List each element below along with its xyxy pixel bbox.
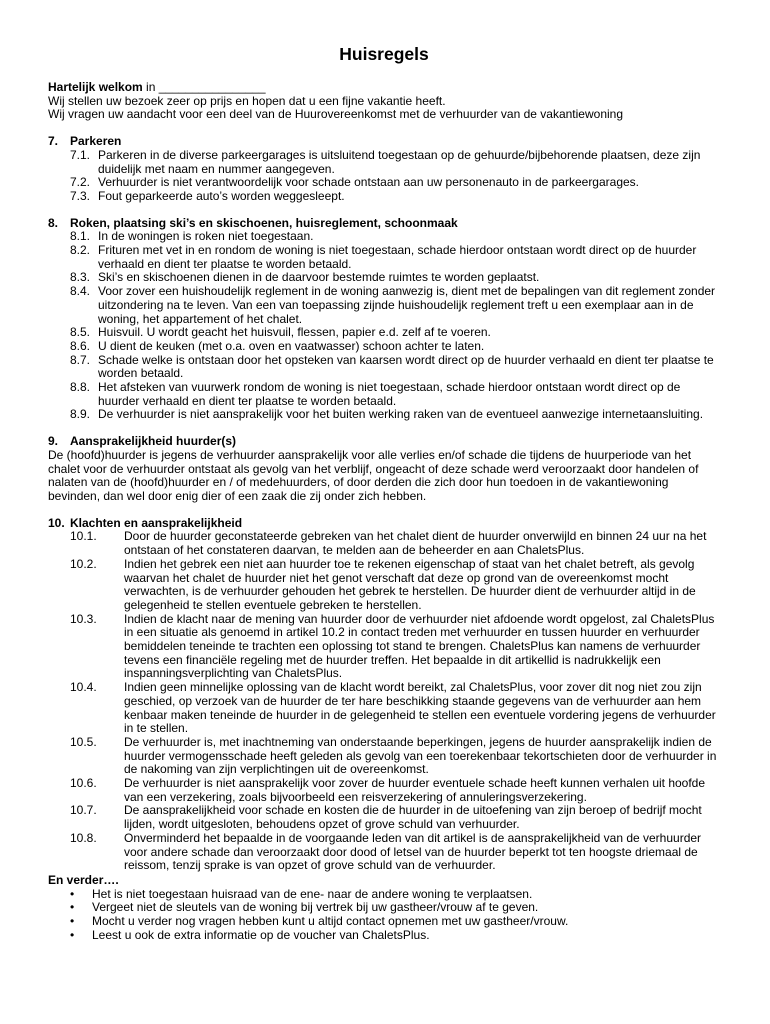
list-item <box>70 285 720 326</box>
bullet-text: Mocht u verder nog vragen hebben kunt u altijd contact opnemen met uw gastheer/vrouw. <box>92 914 569 929</box>
item-number: 7.2. <box>70 175 91 190</box>
bullet-icon: • <box>70 900 75 915</box>
section-9-heading <box>48 435 720 449</box>
item-text: U dient de keuken (met o.a. oven en vaatwasser) schoon achter te laten. <box>98 338 485 353</box>
list-item <box>70 804 720 831</box>
item-text: Door de huurder geconstateerde gebreken van het chalet dient de huurder onverwijld en binnen 24 uur na het ontstaan of het constateren daarvan, te melden aan de beheerder en aan ChaletsPlus. <box>124 529 707 558</box>
list-item <box>70 681 720 736</box>
item-text: Frituren met vet in en rondom de woning is niet toegestaan, schade hierdoor ontstaan wordt direct op de huurder verhaald en dient ter plaatse te worden betaald. <box>98 243 697 271</box>
list-item <box>70 149 720 176</box>
section-8-number: 8. <box>48 215 59 230</box>
welcome-bold: Hartelijk welkom <box>48 80 143 94</box>
section-7-number: 7. <box>48 134 59 149</box>
list-item <box>70 832 720 873</box>
bullet-item <box>70 915 720 929</box>
item-number: 7.1. <box>70 147 91 162</box>
item-number: 8.8. <box>70 380 91 395</box>
bullet-item <box>70 888 720 902</box>
intro-line-3: Wij vragen uw aandacht voor een deel van de Huurovereenkomst met de verhuurder van de vakantiewoning <box>48 107 624 122</box>
item-number: 8.5. <box>70 325 91 340</box>
intro-line-2: Wij stellen uw bezoek zeer op prijs en hopen dat u een fijne vakantie heeft. <box>48 93 446 108</box>
list-item <box>70 736 720 777</box>
list-item <box>70 271 720 285</box>
item-number: 8.7. <box>70 352 91 367</box>
list-item <box>70 408 720 422</box>
section-9-text: De (hoofd)huurder is jegens de verhuurder aansprakelijk voor alle verlies en/of schade die tijdens de huurperiode van het chalet voor de verhuurder ontstaat als gevolg van het verblijf, ongeacht of deze schade werd veroorzaakt door handelen of nalaten van de (hoofd)huurder en / of medehuurders, of door derden die zich door hun toedoen in de vakantiewoning bevinden, dan wel door enig dier of een zaak die zij onder zich hebben. <box>48 447 699 503</box>
section-8-title: Roken, plaatsing ski’s en skischoenen, huisreglement, schoonmaak <box>70 215 458 230</box>
section-10-title: Klachten en aansprakelijkheid <box>70 515 243 530</box>
list-item <box>70 354 720 381</box>
list-item <box>70 530 720 557</box>
section-7-title: Parkeren <box>70 134 122 149</box>
section-10-number: 10. <box>48 515 65 530</box>
item-text: Voor zover een huishoudelijk reglement in de woning aanwezig is, dient met de bepalingen van dit reglement zonder uitzondering na te leven. Van een van toepassing zijnde huishoudelijk reglement treft u een exemplaar aan in de woning, het appartement of het chalet. <box>98 284 716 326</box>
section-10-heading <box>48 517 720 531</box>
item-number: 8.2. <box>70 243 91 258</box>
item-text: In de woningen is roken niet toegestaan. <box>98 229 314 244</box>
item-number: 10.1. <box>70 529 97 544</box>
document-page <box>48 44 720 942</box>
item-number: 10.6. <box>70 776 97 791</box>
section-7-heading <box>48 135 720 149</box>
item-number: 8.4. <box>70 284 91 299</box>
item-number: 8.6. <box>70 338 91 353</box>
item-text: Huisvuil. U wordt geacht het huisvuil, flessen, papier e.d. zelf af te voeren. <box>98 325 491 340</box>
item-text: Ski’s en skischoenen dienen in de daarvoor bestemde ruimtes te worden geplaatst. <box>98 270 540 285</box>
item-number: 10.4. <box>70 680 97 695</box>
item-text: Indien geen minnelijke oplossing van de klacht wordt bereikt, zal ChaletsPlus, voor zover dit nog niet zou zijn geschied, op verzoek van de huurder de ter hare beschikking staande gegevens van de verhuurder aan hem kenbaar maken teneinde de huurder in de gelegenheid te stellen een eventuele vordering jegens de verhuurder in te stellen. <box>124 680 716 736</box>
item-text: Parkeren in de diverse parkeergarages is uitsluitend toegestaan op de gehuurde/bijbehorende plaatsen, deze zijn duidelijk met naam en nummer aangegeven. <box>98 147 701 176</box>
list-item <box>70 230 720 244</box>
bullet-text: Het is niet toegestaan huisraad van de ene- naar de andere woning te verplaatsen. <box>92 886 533 901</box>
list-item <box>70 777 720 804</box>
list-item <box>70 176 720 190</box>
list-item <box>70 244 720 271</box>
intro <box>48 81 720 122</box>
item-number: 10.8. <box>70 830 97 845</box>
bullet-icon: • <box>70 886 75 901</box>
item-number: 8.1. <box>70 229 91 244</box>
item-number: 8.3. <box>70 270 91 285</box>
item-number: 7.3. <box>70 188 91 203</box>
item-number: 10.3. <box>70 611 97 626</box>
bullet-icon: • <box>70 914 75 929</box>
list-item <box>70 381 720 408</box>
bullet-item <box>70 901 720 915</box>
item-text: De verhuurder is, met inachtneming van onderstaande beperkingen, jegens de huurder aansprakelijk indien de huurder vermogensschade heeft geleden als gevolg van een toerekenbaar tekortschieten door de verhuurder in de nakoming van zijn verplichtingen uit de overeenkomst. <box>124 734 717 777</box>
item-text: De verhuurder is niet aansprakelijk voor zover de huurder eventuele schade heeft kunnen verhalen uit hoofde van een verzekering, zoals bijvoorbeeld een reisverzekering of annuleringsverzekering. <box>124 776 706 804</box>
section-9-number: 9. <box>48 434 59 449</box>
list-item <box>70 558 720 613</box>
bullet-text: Leest u ook de extra informatie op de voucher van ChaletsPlus. <box>92 927 430 942</box>
item-text: Verhuurder is niet verantwoordelijk voor schade ontstaan aan uw personenauto in de parkeergarages. <box>98 175 640 190</box>
item-text: Fout geparkeerde auto’s worden weggesleept. <box>98 188 345 203</box>
page-title: Huisregels <box>339 44 429 64</box>
section-8-heading <box>48 217 720 231</box>
bullet-text: Vergeet niet de sleutels van de woning bij vertrek bij uw gastheer/vrouw af te geven. <box>92 900 539 915</box>
item-number: 10.2. <box>70 556 97 571</box>
item-text: Het afsteken van vuurwerk rondom de woning is niet toegestaan, schade hierdoor ontstaan wordt direct op de huurder verhaald en dient ter plaatse te worden betaald. <box>98 380 681 408</box>
item-number: 10.7. <box>70 803 97 818</box>
item-text: Schade welke is ontstaan door het opsteken van kaarsen wordt direct op de huurder verhaald en dient ter plaatse te worden betaald. <box>98 352 714 381</box>
item-text: Onverminderd het bepaalde in de voorgaande leden van dit artikel is de aansprakelijkheid van de verhuurder voor andere schade dan veroorzaakt door dood of letsel van de huurder beperkt tot ten hoogste driemaal de reissom, tenzij sprake is van opzet of grove schuld van de verhuurder. <box>124 830 702 873</box>
section-9-title: Aansprakelijkheid huurder(s) <box>70 434 237 449</box>
welcome-line <box>48 81 720 95</box>
list-item <box>70 613 720 682</box>
bullet-item <box>70 929 720 943</box>
item-text: De aansprakelijkheid voor schade en kosten die de huurder in de uitoefening van zijn beroep of bedrijf mocht lijden, wordt uitgesloten, behoudens opzet of grove schuld van verhuurder. <box>124 803 702 832</box>
welcome-rest: in ________________ <box>142 80 266 94</box>
list-item <box>70 326 720 340</box>
list-item <box>70 190 720 204</box>
item-text: Indien de klacht naar de mening van huurder door de verhuurder niet afdoende wordt opgelost, zal ChaletsPlus in een situatie als genoemd in artikel 10.2 in contact treden met verhuurder en tussen huurder en verhuurder bemiddelen teneinde te trachten een oplossing tot stand te brengen. ChaletsPlus kan namens de verhuurder tevens een financiële regeling met de huurder treffen. Het bepaalde in dit artikellid is nadrukkelijk een inspanningsverplichting van ChaletsPlus. <box>124 611 715 681</box>
item-number: 8.9. <box>70 407 91 422</box>
item-number: 10.5. <box>70 734 97 749</box>
bullet-icon: • <box>70 927 75 942</box>
list-item <box>70 340 720 354</box>
en-verder-heading: En verder…. <box>48 872 119 887</box>
item-text: De verhuurder is niet aansprakelijk voor het buiten werking raken van de eventueel aanwezige internetaansluiting. <box>98 407 704 422</box>
item-text: Indien het gebrek een niet aan huurder toe te rekenen eigenschap of staat van het chalet betreft, als gevolg waarvan het chalet de huurder niet het genot verschaft dat deze op grond van de overeenkomst mocht verwachten, is de verhuurder gehouden het gebrek te herstellen. De huurder dient de verhuurder altijd in de gelegenheid te stellen eventuele gebreken te herstellen. <box>124 556 696 612</box>
